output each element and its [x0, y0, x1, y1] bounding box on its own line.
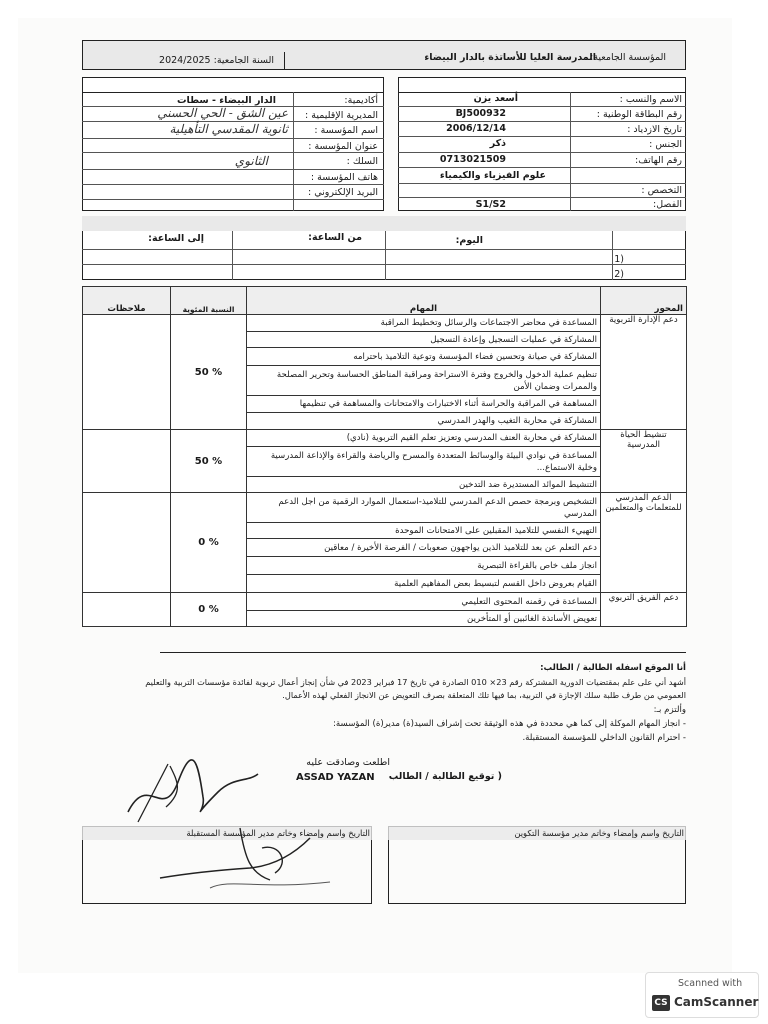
- student-semester-value: S1/S2: [475, 199, 506, 210]
- notes-header: ملاحظات: [83, 287, 171, 315]
- schedule-from-label: من الساعة:: [308, 232, 362, 243]
- camscanner-watermark: [645, 972, 759, 1018]
- signer-name: ASSAD YAZAN: [296, 772, 375, 783]
- declaration-divider: [160, 652, 686, 653]
- task-cell: المساهمة في المراقبة والحراسة أثناء الاختبارات والامتحانات والمساهمة في تنظيمها: [247, 396, 601, 413]
- institution-label: المؤسسة الجامعية:: [590, 52, 666, 63]
- task-cell: المساعدة في رقمنه المحتوى التعليمي: [247, 593, 601, 611]
- declaration-line-4: - انجاز المهام الموكلة إلى كما هي محددة في هذه الوثيقة تحت إشراف السيد(ة) مدير(ة) المؤسسة:: [333, 719, 686, 729]
- schedule-to-label: إلى الساعة:: [148, 233, 204, 244]
- student-cin-value: BJ500932: [455, 108, 506, 119]
- school-name-value: ثانوية المقدسي التأهيلية: [169, 122, 288, 136]
- student-semester-label: الفصل:: [653, 199, 682, 210]
- student-name-label: الاسم والنسب :: [619, 94, 682, 105]
- school-email-label: البريد الإلكتروني :: [308, 187, 378, 198]
- task-cell: المشاركة في صيانة وتحسين فضاء المؤسسة وتوعية التلاميذ باحترامه: [247, 348, 601, 366]
- school-cycle-label: السلك :: [346, 156, 378, 167]
- student-name-value: أسعد يزن: [473, 93, 518, 104]
- signer-label: ( توقيع الطالبة / الطالب: [388, 771, 502, 782]
- task-cell: تعويض الأساتذة الغائبين أو المتأخرين: [247, 611, 601, 627]
- declaration-line-2: العمومي من طرف طلبة سلك الإجازة في التربية، بما فيها تلك المتعلقة بصرف التعويض عن الانجاز الفعلي لهذه الأعمال.: [282, 690, 686, 700]
- acknowledged-text: اطلعت وصادقت عليه: [306, 757, 390, 768]
- tasks-header: المهام: [247, 287, 601, 315]
- school-academy-value: الدار البيضاء - سطات: [177, 95, 276, 106]
- student-spec-value: علوم الفيزياء والكيمياء: [439, 170, 546, 181]
- student-gender-label: الجنس :: [649, 139, 682, 150]
- training-director-label: التاريخ واسم وإمضاء وخاتم مدير مؤسسة التكوين: [514, 828, 684, 838]
- task-cell: تنظيم عملية الدخول والخروج وفترة الاستراحة ومراقبة المناطق الحساسة وتحرير المصلحة والممرات وضمان الأمن: [247, 366, 601, 396]
- student-phone-label: رقم الهاتف:: [635, 155, 682, 166]
- task-cell: انجاز ملف خاص بالقراءة التبصرية: [247, 557, 601, 575]
- notes-cell: [83, 315, 171, 430]
- notes-cell: [83, 493, 171, 593]
- student-cin-label: رقم البطاقة الوطنية :: [596, 109, 682, 120]
- schedule-row-1: (1: [614, 254, 624, 265]
- task-cell: المشاركة في محاربة التغيب والهدر المدرسي: [247, 413, 601, 430]
- percent-cell: 0 %: [171, 593, 247, 627]
- axis-cell: دعم الإدارة التربوية: [601, 315, 687, 430]
- declaration-heading: أنا الموقع اسفله الطالبة / الطالب:: [540, 663, 686, 673]
- axis-cell: الدعم المدرسي للمتعلمات والمتعلمين: [601, 493, 687, 593]
- task-cell: التهييء النفسي للتلاميذ المقبلين على الامتحانات الموحدة: [247, 523, 601, 539]
- student-birth-label: تاريخ الازدياد :: [627, 124, 682, 135]
- school-academy-label: أكاديمية:: [344, 95, 378, 106]
- percent-header: النسبة المئوية: [171, 287, 247, 315]
- schedule-header-strip: [82, 216, 686, 231]
- task-cell: المساعدة في نوادي البيئة والوسائط المتعددة والمسرح والرياضة والقراءة والإذاعة المدرسية وخلية الاستماع...: [247, 447, 601, 477]
- table-row: [83, 593, 687, 611]
- student-gender-value: ذكر: [489, 138, 506, 149]
- academic-year: السنة الجامعية: 2024/2025: [159, 55, 274, 66]
- camscanner-logo-icon: CS: [652, 995, 670, 1011]
- school-name-label: اسم المؤسسة :: [314, 125, 378, 136]
- tasks-header-row: [83, 287, 687, 315]
- institution-value: المدرسة العليا للأساتذة بالدار البيضاء: [424, 52, 596, 63]
- task-cell: التنشيط الموائد المستديرة ضد التدخين: [247, 477, 601, 493]
- declaration-line-1: أشهد أني على علم بمقتضيات الدورية المشتركة رقم 23× 010 الصادرة في تاريخ 17 فبراير 2023 في شأن إنجاز أعمال تربوية لفائدة مؤسسات التربية والتعليم: [145, 677, 686, 687]
- student-spec-label: التخصص :: [641, 185, 682, 196]
- school-cycle-value: الثانوي: [234, 154, 268, 168]
- school-address-label: عنوان المؤسسة :: [308, 141, 378, 152]
- director-signature: [150, 818, 340, 898]
- declaration-line-5: - احترام القانون الداخلي للمؤسسة المستقبلة.: [522, 733, 686, 743]
- notes-cell: [83, 430, 171, 493]
- task-cell: دعم التعلم عن بعد للتلاميذ الذين يواجهون صعوبات / الفرصة الأخيرة / معاقين: [247, 539, 601, 557]
- schedule-day-label: اليوم:: [455, 235, 483, 246]
- percent-cell: 50 %: [171, 315, 247, 430]
- notes-cell: [83, 593, 171, 627]
- table-row: [83, 430, 687, 447]
- table-row: [83, 493, 687, 523]
- receiving-director-label: التاريخ واسم وإمضاء وخاتم مدير المؤسسة المستقبلة: [186, 828, 370, 838]
- tasks-table: [82, 286, 687, 627]
- percent-cell: 0 %: [171, 493, 247, 593]
- schedule-row-2: (2: [614, 269, 624, 280]
- student-phone-value: 0713021509: [439, 154, 506, 165]
- scanned-with-text: Scanned with: [678, 978, 743, 989]
- axis-header: المحور: [601, 287, 687, 315]
- student-birth-value: 2006/12/14: [446, 123, 506, 134]
- task-cell: القيام بعروض داخل القسم لتبسيط بعض المفاهيم العلمية: [247, 575, 601, 593]
- task-cell: المشاركة في عمليات التسجيل وإعادة التسجيل: [247, 332, 601, 348]
- task-cell: المشاركة في محاربة العنف المدرسي وتعزيز تعلم القيم التربوية (نادي): [247, 430, 601, 447]
- school-phone-label: هاتف المؤسسة :: [310, 172, 378, 183]
- axis-cell: تنشيط الحياة المدرسية: [601, 430, 687, 493]
- percent-cell: 50 %: [171, 430, 247, 493]
- table-row: [83, 315, 687, 332]
- task-cell: المساعدة في محاضر الاجتماعات والرسائل وتخطيط المراقبة: [247, 315, 601, 332]
- axis-cell: دعم الفريق التربوي: [601, 593, 687, 627]
- camscanner-text: CamScanner: [674, 995, 759, 1009]
- declaration-line-3: وألتزم بـ:: [653, 705, 686, 715]
- task-cell: التشخيص وبرمجة حصص الدعم المدرسي للتلاميذ-استعمال الموارد الرقمية من اجل الدعم المدرسي: [247, 493, 601, 523]
- school-directorate-label: المديرية الإقليمية :: [305, 110, 378, 121]
- school-directorate-value: عين الشق - الحي الحسني: [157, 106, 288, 120]
